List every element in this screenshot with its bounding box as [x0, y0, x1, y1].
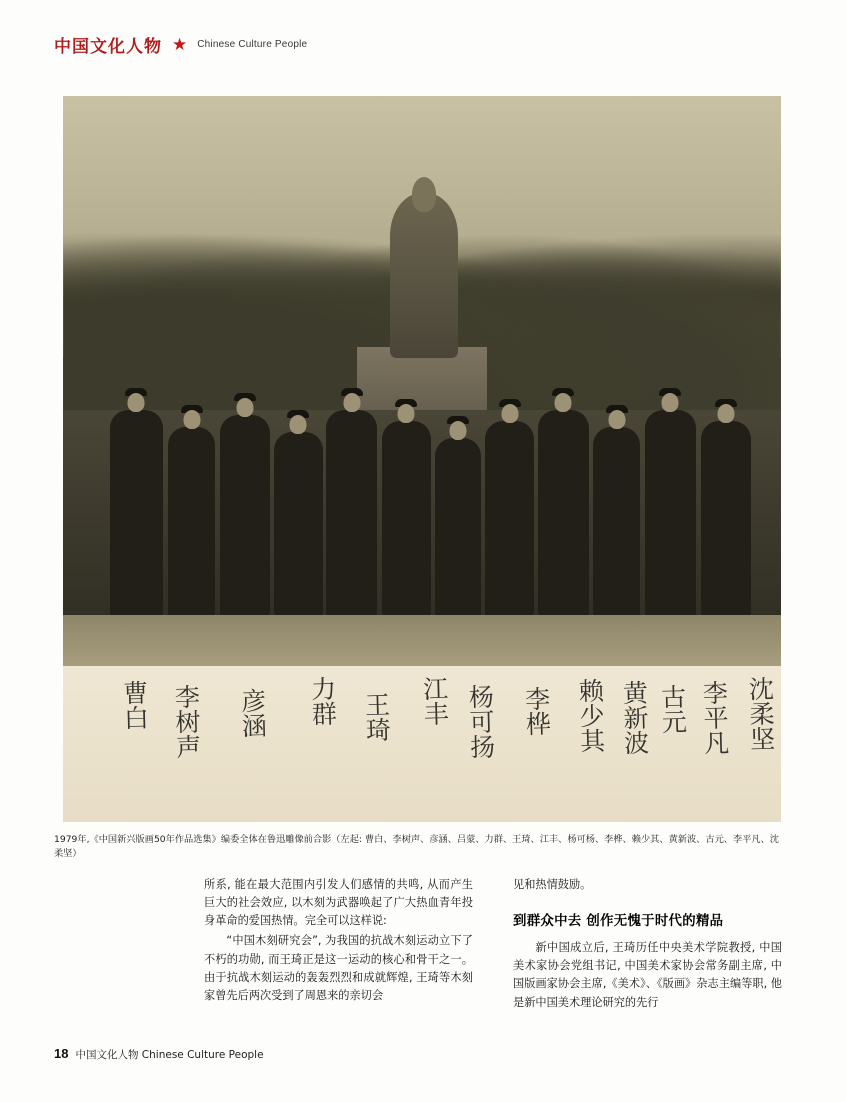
person-figure — [645, 410, 697, 615]
face — [555, 393, 572, 412]
page-footer — [54, 1046, 264, 1062]
face — [398, 404, 415, 423]
person-figure — [220, 415, 270, 615]
person-figure — [382, 421, 431, 615]
calligraphy-signatures — [63, 666, 781, 822]
person-figure — [593, 427, 640, 615]
paragraph: 所系, 能在最大范围内引发人们感情的共鸣, 从而产生巨大的社会效应, 以木刻为武器唤起了广大热血青年投身革命的爱国热情。完全可以这样说: — [204, 878, 473, 928]
signature-column: 古元 — [657, 683, 688, 735]
face — [662, 393, 679, 412]
face — [717, 404, 734, 423]
person-figure — [168, 427, 215, 615]
group-photograph — [63, 96, 781, 666]
face — [608, 410, 625, 429]
statue-head — [412, 177, 436, 212]
person-figure — [701, 421, 751, 615]
photo-plate — [63, 96, 781, 822]
signature-column: 王琦 — [361, 691, 392, 743]
signature-column: 李树声 — [171, 683, 202, 760]
signature-column: 沈柔坚 — [745, 675, 776, 752]
masthead — [54, 32, 307, 57]
face — [236, 398, 253, 417]
page-number: 18 — [54, 1046, 69, 1061]
face — [343, 393, 360, 412]
luxun-statue — [390, 193, 458, 358]
signature-column: 江丰 — [419, 675, 450, 727]
section-subhead: 到群众中去 创作无愧于时代的精品 — [513, 914, 724, 930]
masthead-title-en: Chinese Culture People — [197, 39, 308, 50]
paragraph: 新中国成立后, 王琦历任中央美术学院教授, 中国美术家协会党组书记, 中国美术家协会常务副主席, 中国版画家协会主席,《美术》、《版画》杂志主编等职, 他是新中国美术理论研究的先行 — [513, 941, 782, 1009]
masthead-title-cn: 中国文化人物 — [54, 37, 162, 57]
star-icon: ★ — [172, 35, 188, 54]
signature-column: 杨可扬 — [465, 683, 496, 760]
signature-column: 力群 — [307, 675, 338, 727]
face — [449, 421, 466, 440]
signature-column: 李平凡 — [699, 679, 730, 756]
signature-column: 李桦 — [521, 685, 552, 737]
footer-text: 中国文化人物 Chinese Culture People — [75, 1049, 264, 1061]
person-figure — [274, 432, 323, 614]
photo-caption: 1979年,《中国新兴版画50年作品选集》编委全体在鲁迅雕像前合影（左起: 曹白、李树声、彦涵、吕蒙、力群、王琦、江丰、杨可杨、李桦、赖少其、黄新波、古元、李平凡、沈柔坚） — [54, 834, 779, 860]
paragraph: 见和热情鼓励。 — [513, 878, 592, 891]
face — [183, 410, 200, 429]
paragraph: “中国木刻研究会”, 为我国的抗战木刻运动立下了不朽的功勋, 而王琦正是这一运动的核心和骨干之一。由于抗战木刻运动的轰轰烈烈和成就辉煌, 王琦等木刻家曾先后两次受到了周恩来的亲切会 — [204, 934, 473, 1002]
person-figure — [110, 410, 163, 615]
signature-column: 彦涵 — [237, 687, 268, 739]
person-figure — [435, 438, 481, 615]
person-figure — [538, 410, 588, 615]
face — [290, 415, 307, 434]
photo-ground — [63, 615, 781, 666]
body-columns — [204, 876, 782, 1012]
signature-column: 曹白 — [119, 679, 150, 731]
signature-column: 赖少其 — [575, 677, 606, 754]
face — [128, 393, 145, 412]
body-column-left — [204, 876, 473, 1012]
person-figure — [485, 421, 534, 615]
person-figure — [326, 410, 378, 615]
face — [501, 404, 518, 423]
signature-column: 黄新波 — [619, 679, 650, 756]
body-column-right — [513, 876, 782, 1012]
